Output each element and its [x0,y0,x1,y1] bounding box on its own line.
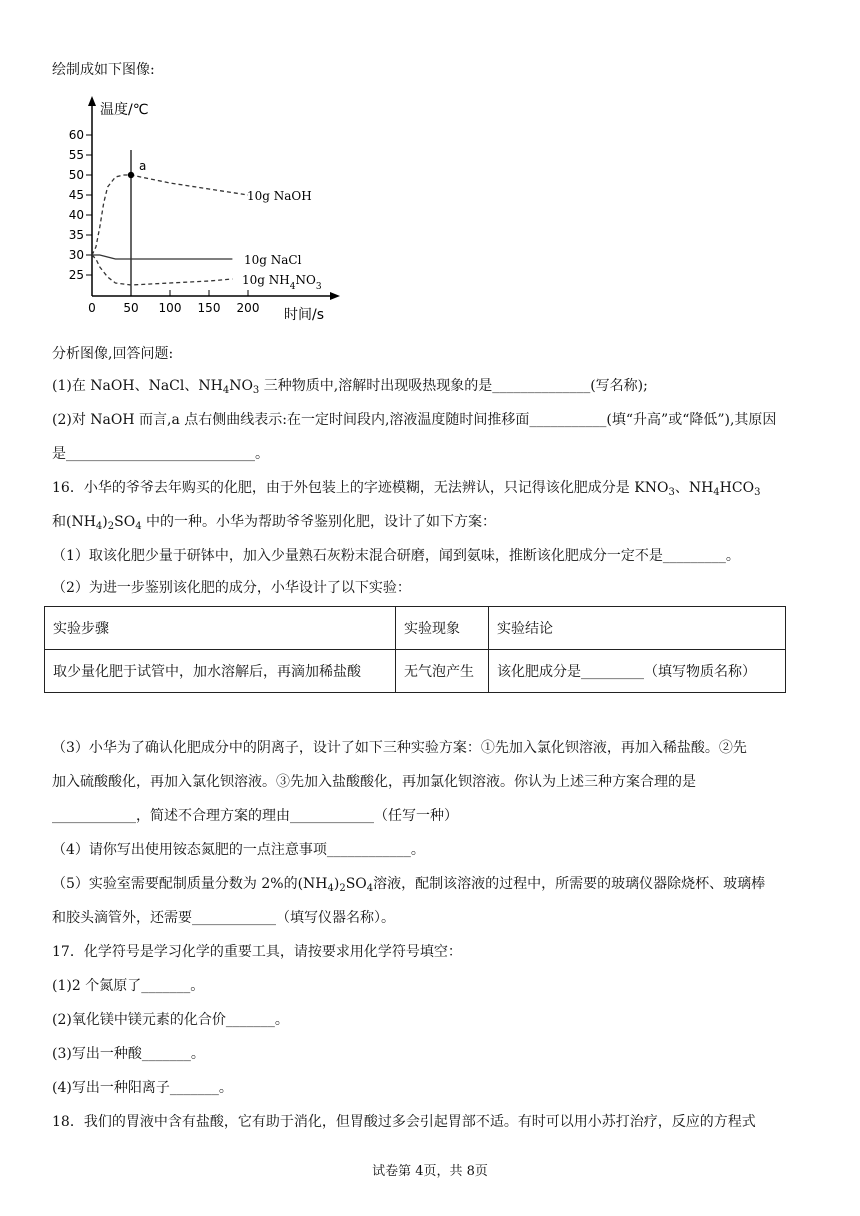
q16-step3-cont: 加入硫酸酸化，再加入氯化钡溶液。③先加入盐酸酸化，再加氯化钡溶液。你认为上述三种方案合理的是 [52,774,696,790]
table-row [45,650,786,693]
q16-step3-cont2: ____________，简述不合理方案的理由____________（任写一种） [52,808,458,824]
y-tick-label: 25 [68,268,84,282]
q16-step5: （5）实验室需要配制质量分数为 2%的$(NH_4)_2SO_4$溶液，配制该溶液的过程中，所需要的玻璃仪器除烧杯、玻璃棒 [52,876,766,894]
q17-title: 17．化学符号是学习化学的重要工具，请按要求用化学符号填空： [52,944,462,960]
q15-part2-cont: 是___________________________。 [52,446,269,462]
y-axis-label: 温度/℃ [100,102,149,118]
point-a-label: a [139,159,147,173]
q17-item3: (3)写出一种酸_______。 [52,1046,205,1062]
q16-step1: （1）取该化肥少量于研钵中，加入少量熟石灰粉末混合研磨，闻到氨味，推断该化肥成分一定不是_________。 [52,548,740,564]
legend-label: 10g NaCl [244,253,302,267]
experiment-table [44,606,786,693]
q16-step2: （2）为进一步鉴别该化肥的成分，小华设计了以下实验： [52,580,411,596]
y-tick-label: 30 [68,248,84,262]
q16-step4: （4）请你写出使用铵态氮肥的一点注意事项____________。 [52,842,425,858]
x-axis-label: 时间/s [284,307,325,323]
y-axis-arrow [88,96,96,106]
nacl-curve [92,255,232,259]
intro-text: 绘制成如下图像: [52,62,155,78]
point-a-marker [128,172,134,178]
y-tick-label: 50 [68,168,84,182]
q16-stem-cont: 和$(NH_4)_2SO_4$ 中的一种。小华为帮助爷爷鉴别化肥，设计了如下方案： [52,514,497,532]
y-tick-label: 55 [68,148,84,162]
q15-part2: (2)对 NaOH 而言,a 点右侧曲线表示:在一定时间段内,溶液温度随时间推移面___________(填“升高”或“降低”),其原因 [52,412,777,428]
x-axis-arrow [330,292,340,300]
table-cell: 取少量化肥于试管中，加水溶解后，再滴加稀盐酸 [45,650,396,693]
naoh-curve [92,175,248,255]
x-tick-label: 0 [88,301,96,315]
q17-item4: (4)写出一种阳离子_______。 [52,1080,233,1096]
q15-analyze: 分析图像,回答问题: [52,346,174,362]
x-tick-label: 200 [236,301,260,315]
table-header-cell: 实验步骤 [45,607,396,650]
page-footer: 试卷第 4页，共 8页 [372,1164,488,1179]
q15-part1: (1)在 NaOH、NaCl、$NH_4NO_3$ 三种物质中,溶解时出现吸热现象的是______________(写名称); [52,378,648,396]
q16-step5-cont: 和胶头滴管外，还需要____________（填写仪器名称）。 [52,910,395,926]
q18-stem: 18．我们的胃液中含有盐酸，它有助于消化，但胃酸过多会引起胃部不适。有时可以用小苏打治疗，反应的方程式 [52,1114,756,1130]
legend-label: 10g $NH_4NO_3$ [242,273,322,292]
table-header-cell: 实验结论 [489,607,786,650]
q17-item2: (2)氧化镁中镁元素的化合价_______。 [52,1012,289,1028]
y-tick-label: 60 [68,128,84,142]
temperature-chart [52,92,352,327]
table-header-row [45,607,786,650]
q16-stem: 16．小华的爷爷去年购买的化肥，由于外包装上的字迹模糊，无法辨认，只记得该化肥成分是 $KNO_3$、$NH_4HCO_3$ [52,480,761,498]
x-tick-label: 150 [197,301,221,315]
y-tick-label: 35 [68,228,84,242]
q16-step3: （3）小华为了确认化肥成分中的阴离子，设计了如下三种实验方案：①先加入氯化钡溶液，再加入稀盐酸。②先 [52,740,747,756]
x-tick-label: 50 [123,301,139,315]
y-tick-label: 40 [68,208,84,222]
table-cell: 该化肥成分是_________（填写物质名称） [489,650,786,693]
table-header-cell: 实验现象 [396,607,489,650]
table-cell: 无气泡产生 [396,650,489,693]
y-tick-label: 45 [68,188,84,202]
legend-label: 10g NaOH [247,189,312,203]
x-tick-label: 100 [158,301,182,315]
q17-item1: (1)2 个氮原了_______。 [52,978,205,994]
